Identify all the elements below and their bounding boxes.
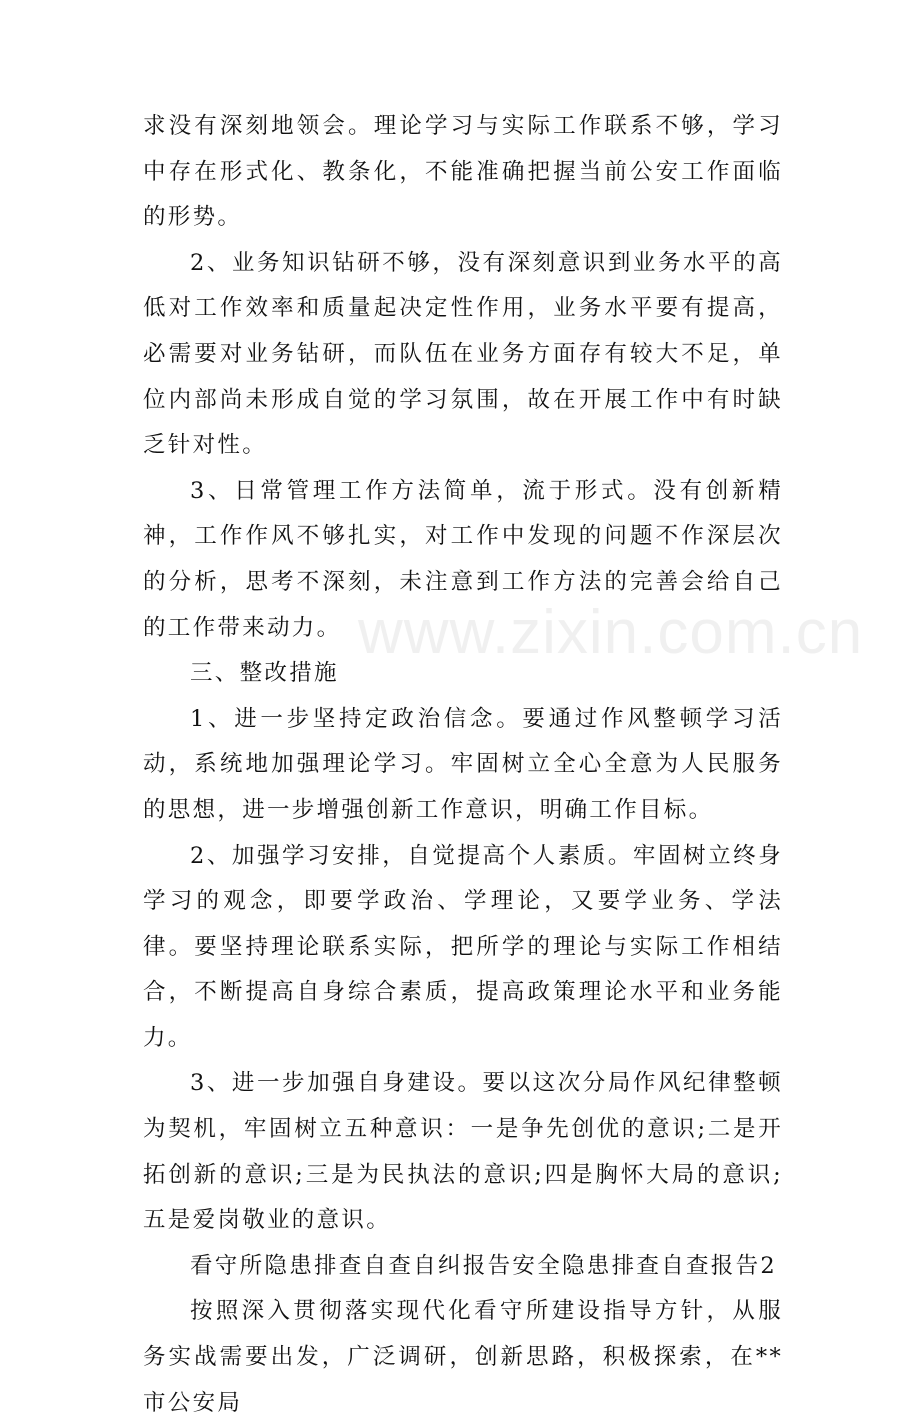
paragraph-6: 3、进一步加强自身建设。要以这次分局作风纪律整顿为契机，牢固树立五种意识：一是争先创优的意识;二是开拓创新的意识;三是为民执法的意识;四是胸怀大局的意识;五是爱岗敬业的意识。: [143, 1070, 783, 1234]
paragraph-5: 2、加强学习安排，自觉提高个人素质。牢固树立终身学习的观念，即要学政治、学理论，又要学业务、学法律。要坚持理论联系实际，把所学的理论与实际工作相结合，不断提高自身综合素质，提高政策理论水平和业务能力。: [143, 842, 783, 1051]
document-body: [143, 104, 783, 1426]
watermark-text: www.zixin.com.cn: [358, 598, 864, 667]
report-title: 看守所隐患排查自查自纠报告安全隐患排查自查报告2: [190, 1252, 778, 1279]
paragraph-3: 3、日常管理工作方法简单，流于形式。没有创新精神，工作作风不够扎实，对工作中发现的问题不作深层次的分析，思考不深刻，未注意到工作方法的完善会给自己的工作带来动力。: [143, 477, 783, 641]
paragraph-4: 1、进一步坚持定政治信念。要通过作风整顿学习活动，系统地加强理论学习。牢固树立全心全意为人民服务的思想，进一步增强创新工作意识，明确工作目标。: [143, 705, 783, 823]
paragraph-7: 按照深入贯彻落实现代化看守所建设指导方针，从服务实战需要出发，广泛调研，创新思路，积极探索，在**市公安局: [143, 1298, 783, 1416]
paragraph-2: 2、业务知识钻研不够，没有深刻意识到业务水平的高低对工作效率和质量起决定性作用，业务水平要有提高，必需要对业务钻研，而队伍在业务方面存有较大不足，单位内部尚未形成自觉的学习氛围，故在开展工作中有时缺乏针对性。: [143, 249, 783, 459]
paragraph-1: 求没有深刻地领会。理论学习与实际工作联系不够，学习中存在形式化、教条化，不能准确把握当前公安工作面临的形势。: [143, 113, 783, 231]
section-heading: 三、整改措施: [190, 660, 339, 687]
